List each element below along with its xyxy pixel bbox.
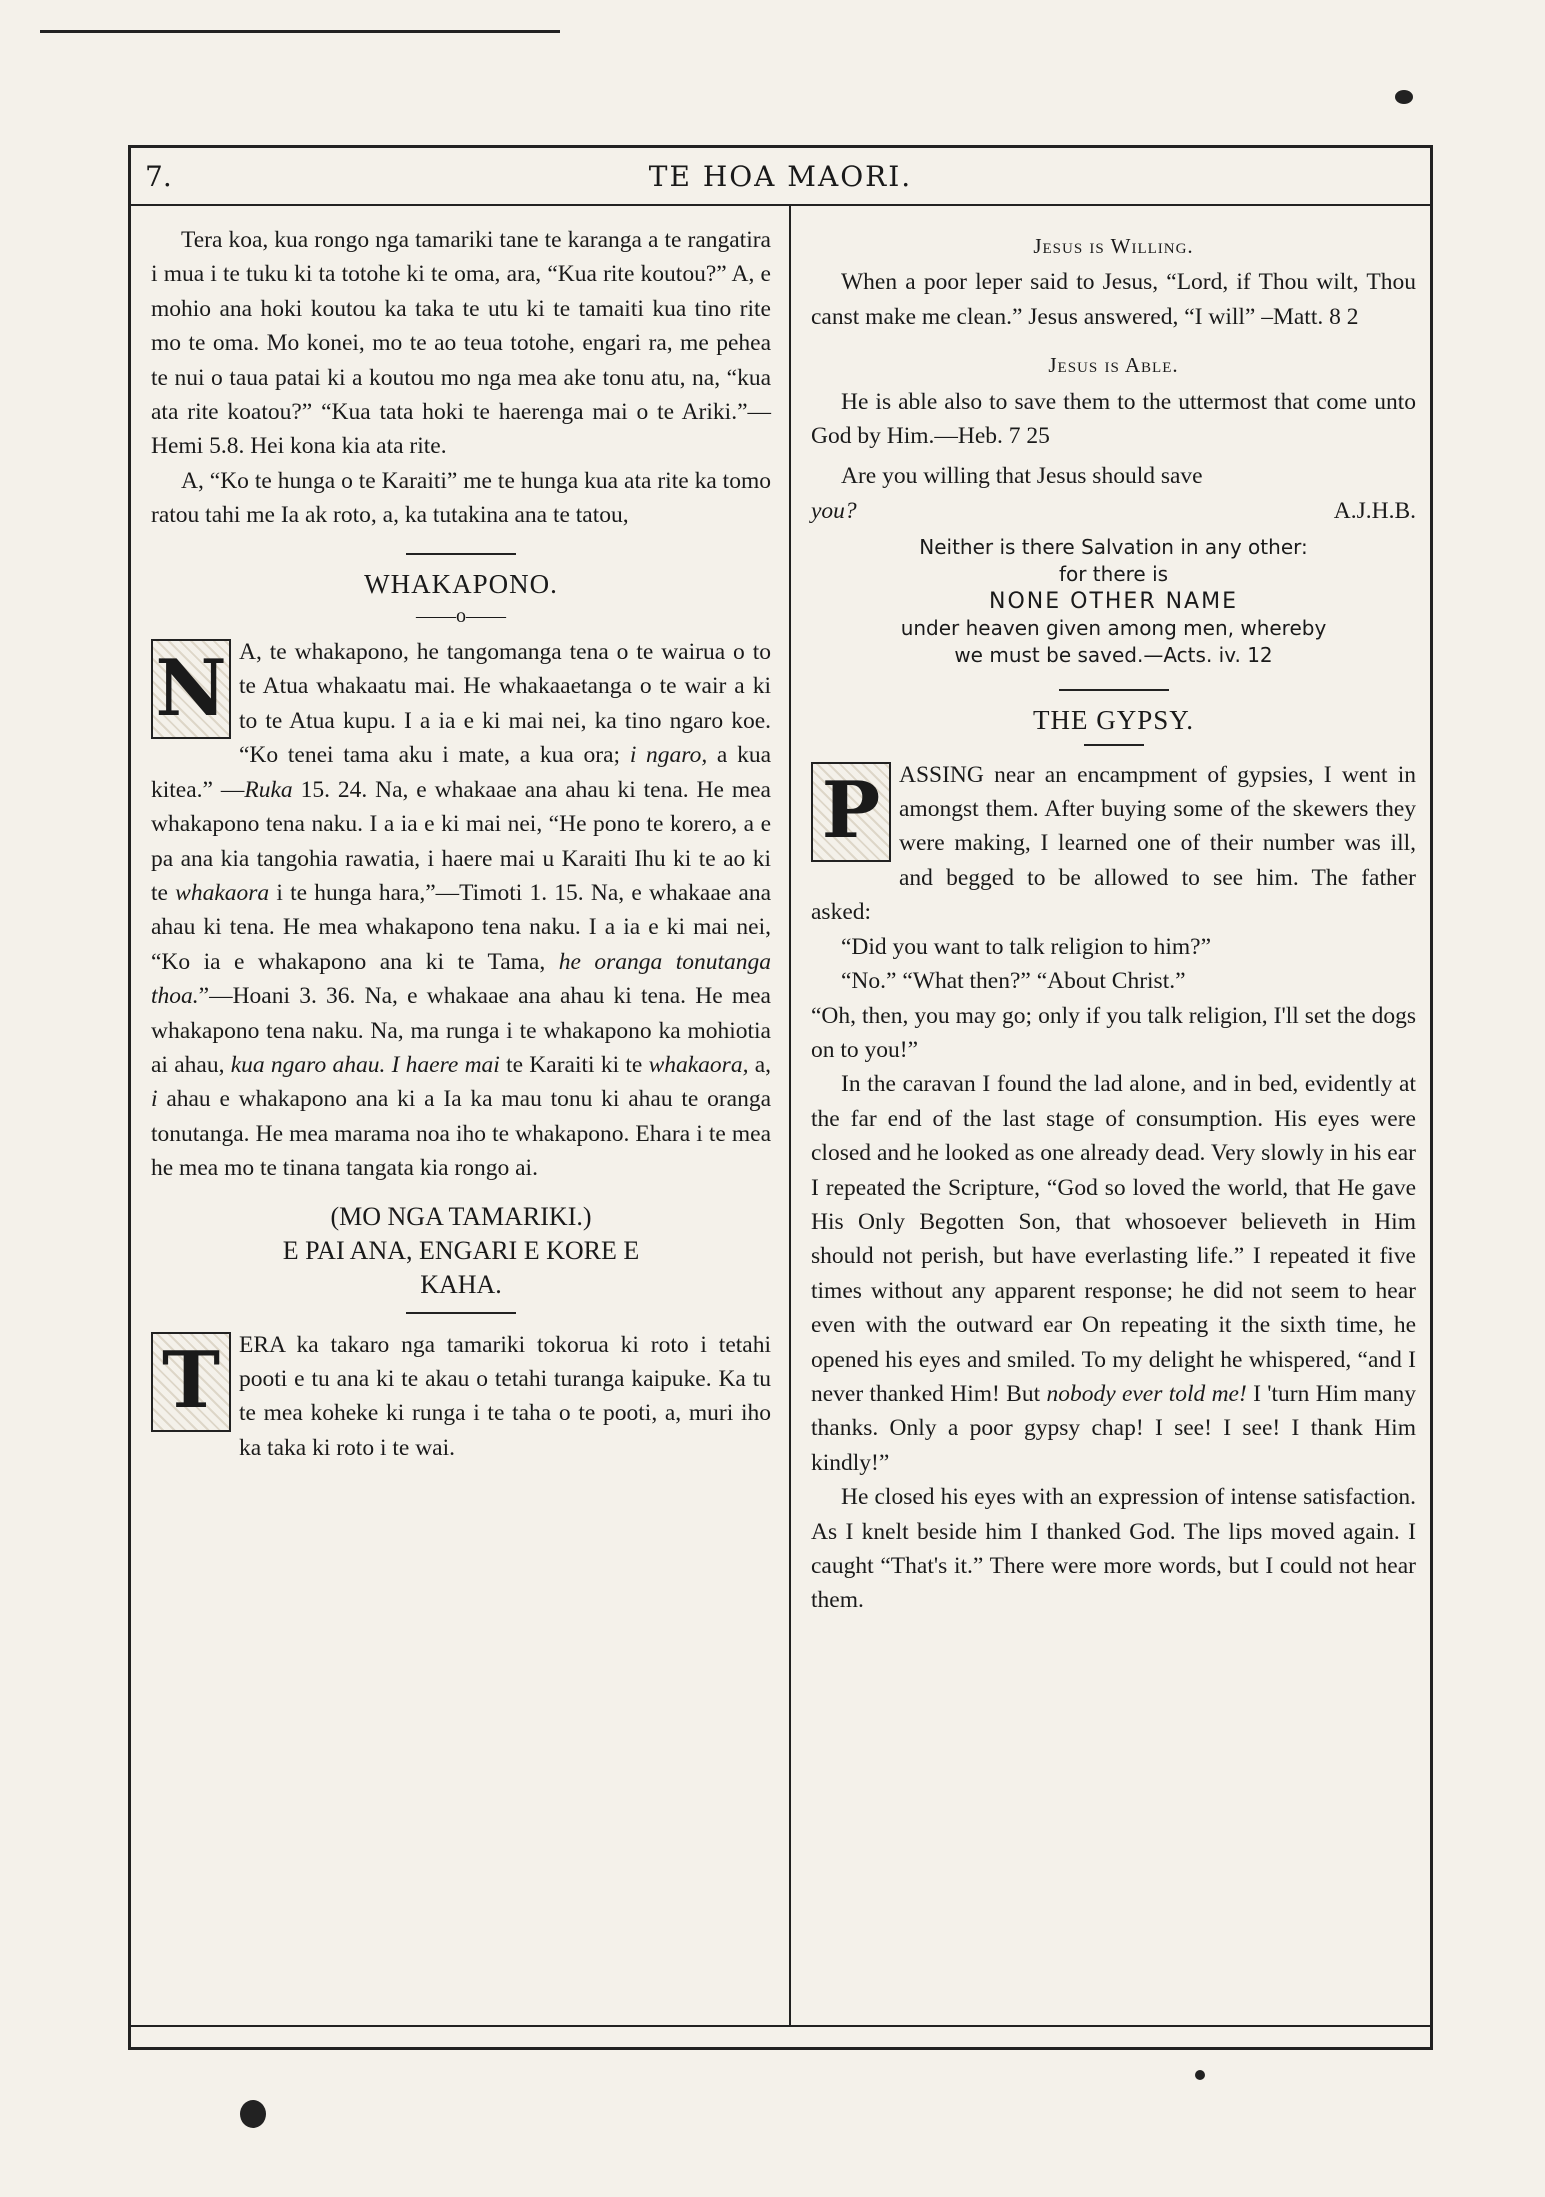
paragraph: He is able also to save them to the uttermost that come unto God by Him.—Heb. 7 25	[811, 388, 1416, 450]
paragraph: “No.” “What then?” “About Christ.”	[841, 968, 1186, 995]
bottom-rule	[131, 2025, 1430, 2027]
masthead-title: TE HOA MAORI.	[648, 160, 913, 193]
section-divider	[406, 1312, 516, 1314]
page-number: 7.	[145, 160, 172, 193]
section-title-gypsy: THE GYPSY.	[1032, 705, 1195, 736]
paragraph: A, “Ko te hunga o te Karaiti” me te hunga kua ata rite ka tomo ratou tahi me Ia ak roto, a, ka tutakina ana te tatou,	[151, 467, 771, 529]
section-divider	[1059, 689, 1169, 691]
ink-spot	[1395, 90, 1413, 104]
top-decorative-rule	[40, 30, 560, 33]
paragraph: He closed his eyes with an expression of intense satisfaction. As I knelt beside him I thanked God. The lips moved again. I caught “That's it.” There were more words, but I could not hear them.	[811, 1484, 1416, 1614]
children-subheading: E PAI ANA, ENGARI E KORE E	[282, 1235, 640, 1265]
paragraph: When a poor leper said to Jesus, “Lord, if Thou wilt, Thou canst make me clean.” Jesus answered, “I will” –Matt. 8 2	[811, 269, 1416, 330]
signature-line	[811, 494, 1416, 528]
question-paragraph: Are you willing that Jesus should save	[841, 463, 1203, 490]
drop-cap-n: N	[151, 639, 231, 739]
ink-spot	[1195, 2070, 1205, 2080]
drop-cap-p: P	[811, 762, 891, 862]
page-header	[131, 148, 1430, 206]
tera-paragraph: T ERA ka takaro nga tamariki tokorua ki roto i tetahi pooti e tu ana ki te akau o tetahi turanga kaipuke. Ka tu te mea koheke ki runga i te taha o te pooti, a, muri iho ka taka ki roto i te wai.	[151, 1328, 771, 1466]
paragraph: “Did you want to talk religion to him?”	[841, 933, 1212, 960]
salvation-verse: Neither is there Salvation in any other: for there is NONE OTHER NAME under heaven given among men, whereby we must be saved.—Acts. iv. 12	[900, 535, 1327, 668]
gypsy-paragraph: P ASSING near an encampment of gypsies, I went in amongst them. After buying some of the skewers they were making, I learned one of their number was ill, and begged to be allowed to see him. The father asked:	[811, 761, 1416, 926]
ink-spot	[240, 2100, 266, 2128]
children-heading: (MO NGA TAMARIKI.)	[330, 1201, 592, 1231]
paragraph: In the caravan I found the lad alone, and in bed, evidently at the far end of the last stage of consumption. His eyes were closed and he looked as one already dead. Very slowly in his ear I repeated the Scripture, “God so loved the world, that He gave His Only Begotten Son, that whosoever believeth in Him should not perish, but have everlasting life.” I repeated it five times without any apparent response; he did not seem to hear even with the outward ear On repeating it the sixth time, he opened his eyes and smiled. To my delight he whispered, “and I never thanked Him! But nobody ever told me! I 'turn Him many thanks. Only a poor gypsy chap! I see! I see! I thank Him kindly!”	[811, 1071, 1417, 1476]
drop-cap-t: T	[151, 1332, 231, 1432]
section-divider	[406, 553, 516, 555]
page-frame	[128, 145, 1433, 2050]
whakapono-paragraph: N A, te whakapono, he tangomanga tena o te wairua o to te Atua whakaatu mai. He whakaaetanga o te wair a ki to te Atua kupu. I a ia e ki mai nei, ka tino ngaro koe. “Ko tenei tama aku i mate, a kua ora; i ngaro, a kua kitea.” —Ruka 15. 24. Na, e whakaae ana ahau ki tena. He mea whakapono tena naku. I a ia e ki mai nei, “He pono te korero, a e pa ana kia tangohia rawatia, i haere mai u Karaiti Ihu ki te ao ki te whakaora i te hunga hara,”—Timoti 1. 15. Na, e whakaae ana ahau ki tena. He mea whakapono tena naku. I a ia e ki mai nei, “Ko ia e whakapono ana ki te Tama, he oranga tonutanga thoa.”—Hoani 3. 36. Na, e whakaae ana ahau ki tena. He mea whakapono tena naku. Na, ma runga i te whakapono ka mohiotia ai ahau, kua ngaro ahau. I haere mai te Karaiti ki te whakaora, a, i ahau e whakapono ana ki a Ia ka mau tonu ki ahau te oranga tonutanga. He mea marama noa iho te whakapono. Ehara i te mea he mea mo te tinana tangata kia rongo ai.	[151, 639, 772, 1182]
paragraph: Tera koa, kua rongo nga tamariki tane te karanga a te rangatira i mua i te tuku ki ta totohe ki te oma, ara, “Kua rite koutou?” A, e mohio ana hoki koutou ka taka te utu ki te tamaiti kua tino rite mo te oma. Mo konei, mo te ao teua totohe, engari ra, me pehea te nui o taua patai ki a koutou mo nga mea ake tonu atu, na, “kua ata rite koatou?” “Kua tata hoki te haerenga mai o te Ariki.”—Hemi 5.8. Hei kona kia ata rite.	[151, 227, 771, 460]
section-title-able: Jesus is Able.	[1048, 353, 1179, 378]
right-column	[811, 223, 1416, 1618]
signature: A.J.H.B.	[1333, 497, 1416, 524]
section-divider	[1084, 744, 1144, 746]
ornament: ——o——	[416, 605, 506, 628]
column-divider	[789, 206, 791, 2027]
section-title-whakapono: WHAKAPONO.	[364, 568, 558, 599]
children-subheading-2: KAHA.	[420, 1269, 502, 1299]
paragraph: “Oh, then, you may go; only if you talk religion, I'll set the dogs on to you!”	[811, 1002, 1416, 1063]
section-title-willing: Jesus is Willing.	[1033, 234, 1194, 258]
left-column	[151, 223, 771, 1465]
question-you: you?	[811, 497, 857, 524]
